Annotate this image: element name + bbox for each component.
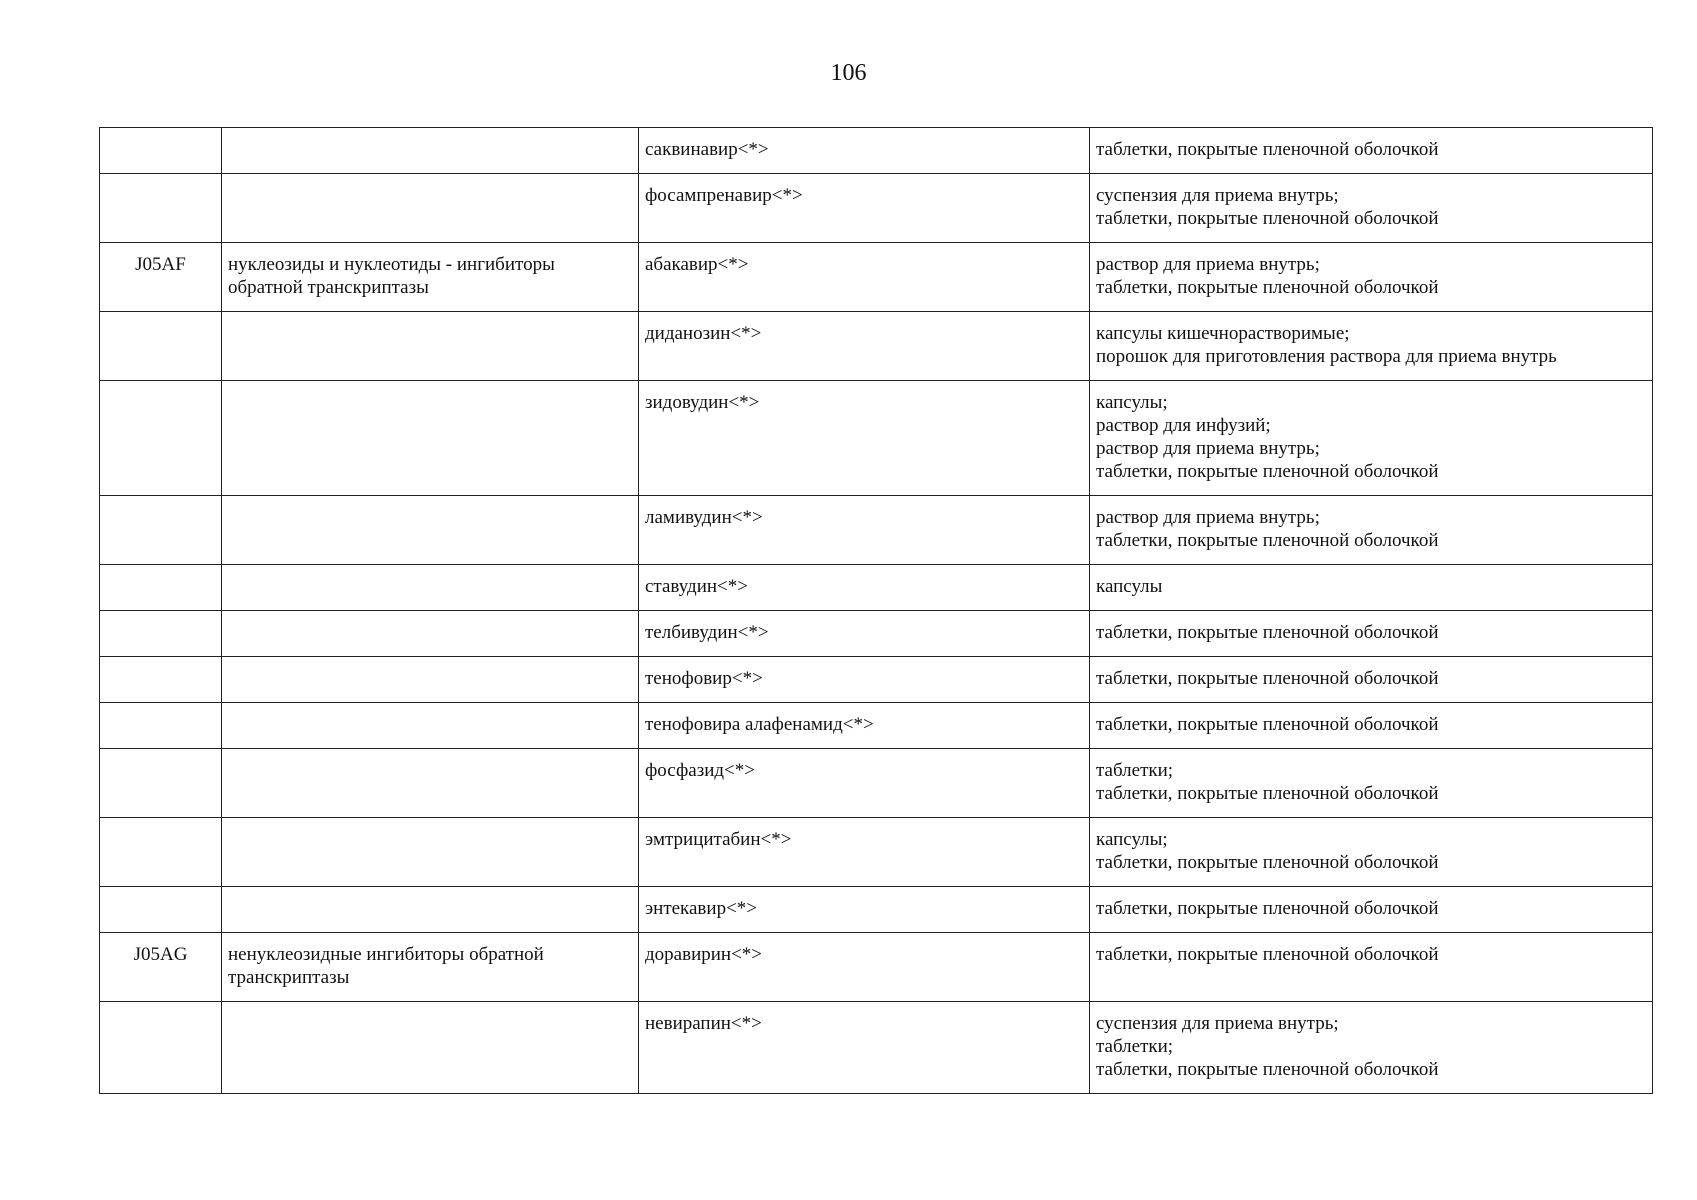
drug-name-cell: фосампренавир<*> <box>639 174 1090 243</box>
table-row <box>100 657 1653 703</box>
group-name-cell <box>222 611 639 657</box>
atc-code-cell <box>100 381 222 496</box>
table-row <box>100 611 1653 657</box>
group-name-cell <box>222 703 639 749</box>
dosage-forms-cell: суспензия для приема внутрь; таблетки; таблетки, покрытые пленочной оболочкой <box>1090 1002 1653 1094</box>
table-body <box>100 128 1653 1094</box>
table-row <box>100 174 1653 243</box>
table-row <box>100 496 1653 565</box>
group-name-cell <box>222 496 639 565</box>
drug-name-cell: невирапин<*> <box>639 1002 1090 1094</box>
atc-code-cell <box>100 657 222 703</box>
dosage-forms-cell: капсулы <box>1090 565 1653 611</box>
table-row <box>100 312 1653 381</box>
group-name-cell <box>222 1002 639 1094</box>
drug-name-cell: абакавир<*> <box>639 243 1090 312</box>
dosage-forms-cell: капсулы; раствор для инфузий; раствор для приема внутрь; таблетки, покрытые пленочной оболочкой <box>1090 381 1653 496</box>
drug-name-cell: тенофовира алафенамид<*> <box>639 703 1090 749</box>
atc-code-cell <box>100 749 222 818</box>
atc-code-cell <box>100 496 222 565</box>
group-name-cell <box>222 565 639 611</box>
dosage-forms-cell: раствор для приема внутрь; таблетки, покрытые пленочной оболочкой <box>1090 496 1653 565</box>
table-row <box>100 381 1653 496</box>
group-name-cell <box>222 749 639 818</box>
table-row <box>100 887 1653 933</box>
dosage-forms-cell: таблетки, покрытые пленочной оболочкой <box>1090 657 1653 703</box>
dosage-forms-cell: таблетки, покрытые пленочной оболочкой <box>1090 128 1653 174</box>
atc-code-cell <box>100 818 222 887</box>
table-row <box>100 128 1653 174</box>
page-number: 106 <box>830 60 867 86</box>
atc-code-cell: J05AF <box>100 243 222 312</box>
atc-code-cell <box>100 128 222 174</box>
atc-code-cell: J05AG <box>100 933 222 1002</box>
table-row <box>100 818 1653 887</box>
table-row <box>100 703 1653 749</box>
group-name-cell <box>222 174 639 243</box>
drug-name-cell: саквинавир<*> <box>639 128 1090 174</box>
table-row <box>100 749 1653 818</box>
drug-name-cell: зидовудин<*> <box>639 381 1090 496</box>
table-row <box>100 565 1653 611</box>
atc-code-cell <box>100 565 222 611</box>
group-name-cell <box>222 657 639 703</box>
group-name-cell <box>222 128 639 174</box>
atc-code-cell <box>100 1002 222 1094</box>
group-name-cell: ненуклеозидные ингибиторы обратной транскриптазы <box>222 933 639 1002</box>
atc-code-cell <box>100 312 222 381</box>
atc-code-cell <box>100 174 222 243</box>
group-name-cell <box>222 887 639 933</box>
dosage-forms-cell: таблетки, покрытые пленочной оболочкой <box>1090 887 1653 933</box>
drug-name-cell: диданозин<*> <box>639 312 1090 381</box>
drug-name-cell: энтекавир<*> <box>639 887 1090 933</box>
drug-table <box>99 127 1653 1094</box>
drug-name-cell: ставудин<*> <box>639 565 1090 611</box>
atc-code-cell <box>100 611 222 657</box>
dosage-forms-cell: раствор для приема внутрь; таблетки, покрытые пленочной оболочкой <box>1090 243 1653 312</box>
atc-code-cell <box>100 887 222 933</box>
drug-name-cell: тенофовир<*> <box>639 657 1090 703</box>
atc-code-cell <box>100 703 222 749</box>
drug-name-cell: фосфазид<*> <box>639 749 1090 818</box>
group-name-cell: нуклеозиды и нуклеотиды - ингибиторы обратной транскриптазы <box>222 243 639 312</box>
table-row <box>100 933 1653 1002</box>
group-name-cell <box>222 381 639 496</box>
dosage-forms-cell: таблетки, покрытые пленочной оболочкой <box>1090 611 1653 657</box>
table-row <box>100 243 1653 312</box>
drug-name-cell: доравирин<*> <box>639 933 1090 1002</box>
drug-name-cell: телбивудин<*> <box>639 611 1090 657</box>
dosage-forms-cell: таблетки, покрытые пленочной оболочкой <box>1090 703 1653 749</box>
table-row <box>100 1002 1653 1094</box>
dosage-forms-cell: капсулы кишечнорастворимые; порошок для приготовления раствора для приема внутрь <box>1090 312 1653 381</box>
dosage-forms-cell: капсулы; таблетки, покрытые пленочной оболочкой <box>1090 818 1653 887</box>
dosage-forms-cell: таблетки, покрытые пленочной оболочкой <box>1090 933 1653 1002</box>
drug-name-cell: эмтрицитабин<*> <box>639 818 1090 887</box>
group-name-cell <box>222 818 639 887</box>
dosage-forms-cell: таблетки; таблетки, покрытые пленочной оболочкой <box>1090 749 1653 818</box>
dosage-forms-cell: суспензия для приема внутрь; таблетки, покрытые пленочной оболочкой <box>1090 174 1653 243</box>
drug-name-cell: ламивудин<*> <box>639 496 1090 565</box>
group-name-cell <box>222 312 639 381</box>
